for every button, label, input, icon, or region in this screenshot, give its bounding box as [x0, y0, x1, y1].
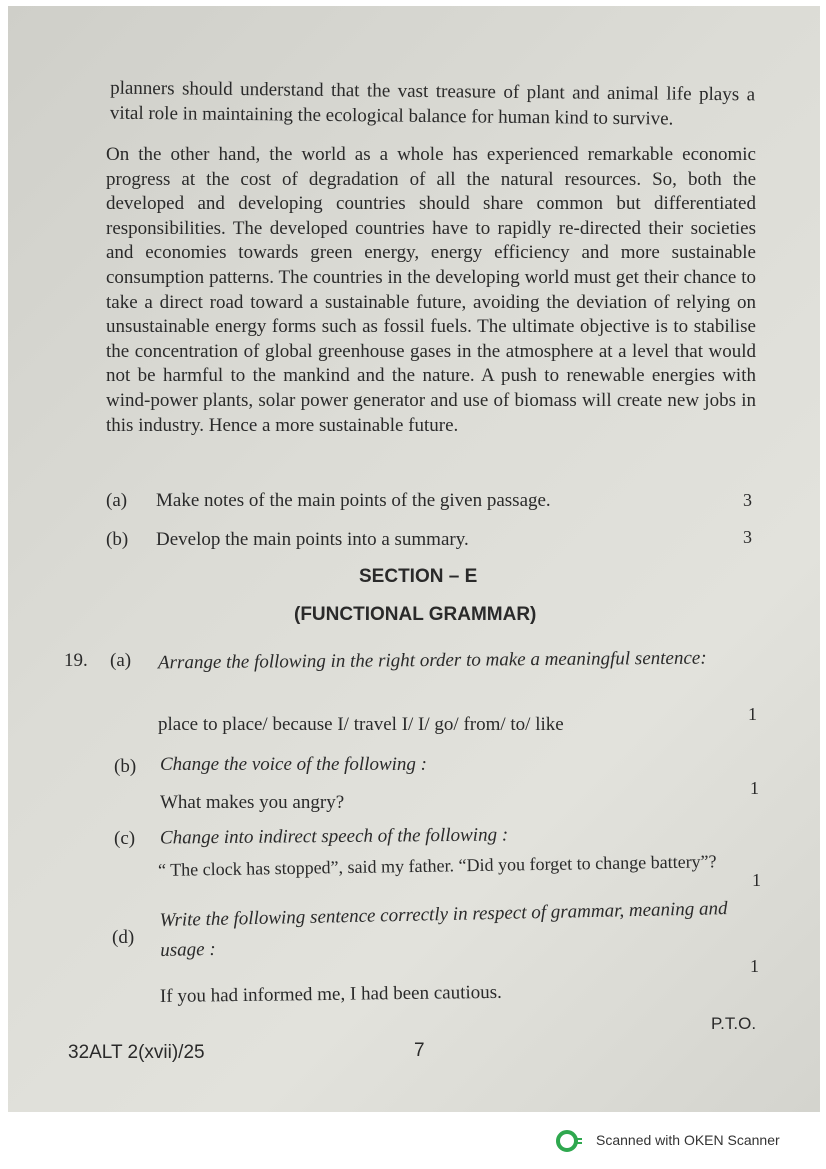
task-b-text: Develop the main points into a summary.: [156, 529, 469, 550]
paper-code: 32ALT 2(xvii)/25: [68, 1042, 205, 1063]
q19b-label: (b): [114, 756, 137, 777]
task-a-label: (a): [106, 490, 128, 511]
task-b-label: (b): [106, 529, 129, 550]
q19d-marks: 1: [750, 956, 759, 976]
q19a-instruction: Arrange the following in the right order to make a meaningful sentence:: [157, 647, 707, 674]
section-title: SECTION – E: [359, 566, 478, 587]
task-a-marks: 3: [743, 490, 752, 510]
q19d-label: (d): [112, 927, 135, 948]
q19c-content: “ The clock has stopped”, said my father. “Did you forget to change battery”?: [157, 851, 717, 880]
section-subtitle: (FUNCTIONAL GRAMMAR): [294, 604, 537, 625]
q19a-content: place to place/ because I/ travel I/ I/ go/ from/ to/ like: [158, 714, 564, 735]
scanner-watermark: Scanned with OKEN Scanner: [596, 1132, 780, 1148]
q19c-label: (c): [114, 828, 136, 849]
q19b-marks: 1: [750, 778, 759, 798]
q19b-content: What makes you angry?: [160, 792, 345, 813]
q19d-content: If you had informed me, I had been cautious.: [159, 981, 502, 1007]
q19d-instruction: Write the following sentence correctly in respect of grammar, meaning and usage :: [159, 898, 728, 961]
pto-label: P.T.O.: [711, 1014, 757, 1033]
passage-paragraph-1: planners should understand that the vast treasure of plant and animal life plays a vital role in maintaining the ecological balance for human kind to survive.: [109, 77, 756, 130]
passage-paragraph-2: On the other hand, the world as a whole has experienced remarkable economic progress at the cost of degradation of all the natural resources. So, both the developed and developing countries should share common but differentiated responsibilities. The developed countries have to rapidly re-directed their societies and economies towards green energy, energy efficiency and more sustainable consumption patterns. The countries in the developing world must get their chance to take a direct road toward a sustainable future, avoiding the deviation of relying on unsustainable energy forms such as fossil fuels. The ultimate objective is to stabilise the concentration of global greenhouse gases in the atmosphere at a level that would not be harmful to the mankind and the nature. A push to renewable energies with wind-power plants, solar power generator and use of biomass will create new jobs in this industry. Hence a more sustainable future.: [106, 144, 756, 436]
exam-page: [8, 6, 820, 1112]
scanner-logo-icon: [556, 1129, 584, 1153]
task-a-text: Make notes of the main points of the given passage.: [156, 490, 551, 511]
q19c-marks: 1: [752, 870, 761, 890]
question-19-number: 19.: [64, 650, 88, 671]
q19a-label: (a): [110, 650, 132, 671]
q19b-instruction: Change the voice of the following :: [160, 754, 428, 775]
q19a-marks: 1: [748, 704, 757, 724]
task-b-marks: 3: [743, 527, 752, 547]
page-number: 7: [414, 1040, 425, 1061]
q19c-instruction: Change into indirect speech of the following :: [159, 824, 509, 849]
